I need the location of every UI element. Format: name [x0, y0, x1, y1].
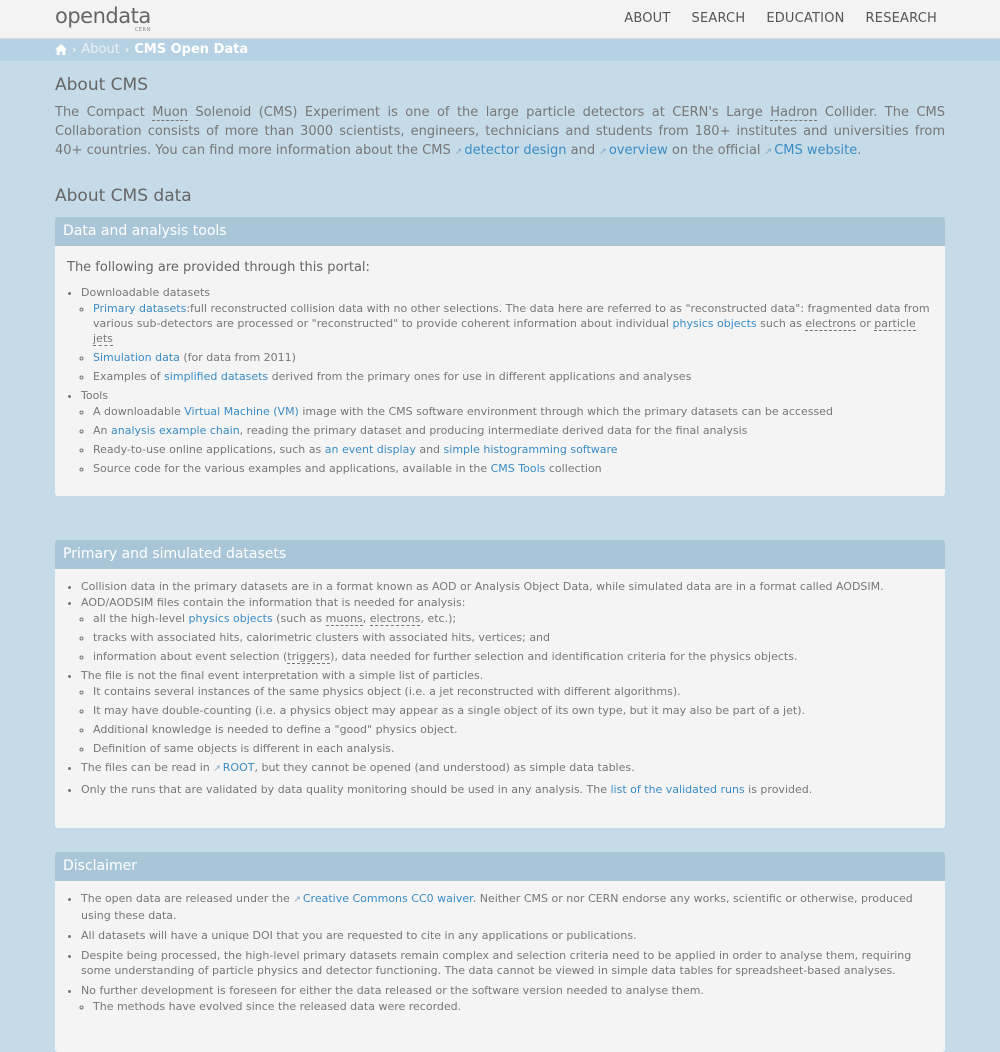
- list-item: ◦ tracks with associated hits, calorimetric clusters with associated hits, vertices; and: [93, 630, 933, 645]
- root-link[interactable]: ROOT: [222, 761, 255, 774]
- list-item: ◦ Examples of simplified datasets derived from the primary ones for use in different applications and analyses: [93, 369, 933, 384]
- external-link-icon: ↗: [764, 147, 773, 157]
- list-item: ◦ A downloadable Virtual Machine (VM) image with the CMS software environment through which the primary datasets can be accessed: [93, 404, 933, 419]
- overview-link[interactable]: overview: [608, 143, 668, 158]
- list-item: • Downloadable datasets ◦ Primary datasets:full reconstructed collision data with no other selections. The data here are referred to as "reconstructed data": fragmented data from various sub-detectors are processed or "reconstructed" to provide coherent information about individual physics objects such as electrons or particle jets ◦ Simulation data (for data from 2011) ◦ Examples of simplified datasets derived from the primary ones for use in different applications and analyses: [81, 285, 933, 384]
- list-item: • The open data are released under the ↗ Creative Commons CC0 waiver. Neither CMS or nor CERN endorse any works, scientific or otherwise, produced using these data.: [81, 891, 933, 923]
- muon-abbr[interactable]: Muon: [152, 105, 188, 120]
- list-item: ◦ An analysis example chain, reading the primary dataset and producing intermediate derived data for the final analysis: [93, 423, 933, 438]
- nav-research[interactable]: RESEARCH: [865, 11, 937, 26]
- cms-tools-link[interactable]: CMS Tools: [490, 462, 546, 475]
- nav-about[interactable]: ABOUT: [624, 11, 671, 26]
- electrons-abbr[interactable]: electrons: [369, 612, 421, 625]
- list-item: • No further development is foreseen for either the data released or the software version needed to analyse them. ◦ The methods have evolved since the released data were recorded.: [81, 983, 933, 1014]
- list-item: • Despite being processed, the high-level primary datasets remain complex and selection criteria need to be applied in order to analyse them, requiring some understanding of particle physics and detector functioning. The data cannot be viewed in simple data tables for spreadsheet-based analyses.: [81, 948, 933, 978]
- panel-lead-text: The following are provided through this portal:: [67, 260, 370, 275]
- validated-runs-link[interactable]: list of the validated runs: [610, 783, 745, 796]
- about-cms-data-heading: About CMS data: [55, 186, 192, 206]
- main-content: [55, 75, 945, 1052]
- muons-abbr[interactable]: muons: [325, 612, 363, 625]
- particle-jets-abbr[interactable]: particle jets: [93, 317, 916, 345]
- external-link-icon: ↗: [213, 764, 221, 774]
- list-item: • AOD/AODSIM files contain the information that is needed for analysis: ◦ all the high-level physics objects (such as muons, electrons, etc.); ◦ tracks with associated hits, calorimetric clusters with associated hits, vertices; and ◦ information about event selection (triggers), data needed for further selection and identification criteria for the physics objects.: [81, 595, 933, 664]
- simplified-datasets-link[interactable]: simplified datasets: [164, 370, 269, 383]
- list-item: ◦ Simulation data (for data from 2011): [93, 350, 933, 365]
- histogramming-software-link[interactable]: simple histogramming software: [443, 443, 618, 456]
- list-item: ◦ It may have double-counting (i.e. a physics object may appear as a single object of its own type, but it may also be part of a jet).: [93, 703, 933, 718]
- top-navbar: [0, 0, 1000, 39]
- list-item: • Only the runs that are validated by data quality monitoring should be used in any analysis. The list of the validated runs is provided.: [81, 782, 933, 797]
- logo-subtext: CERN: [134, 27, 151, 33]
- data-tools-panel: [55, 217, 945, 496]
- logo-text: opendata: [55, 4, 151, 28]
- primary-simulated-panel: [55, 540, 945, 828]
- analysis-example-chain-link[interactable]: analysis example chain: [111, 424, 240, 437]
- primary-datasets-link[interactable]: Primary datasets: [93, 302, 187, 315]
- list-item: • All datasets will have a unique DOI that you are requested to cite in any applications or publications.: [81, 928, 933, 943]
- cc0-waiver-link[interactable]: Creative Commons CC0 waiver: [302, 892, 473, 905]
- virtual-machine-link[interactable]: Virtual Machine (VM): [184, 405, 299, 418]
- provided-list: [67, 285, 933, 476]
- list-item: ◦ The methods have evolved since the released data were recorded.: [93, 999, 933, 1014]
- datasets-list: [67, 579, 933, 797]
- disclaimer-panel-title: Disclaimer: [55, 852, 945, 881]
- simulation-data-link[interactable]: Simulation data: [93, 351, 180, 364]
- external-link-icon: ↗: [293, 895, 301, 905]
- opendata-logo[interactable]: [55, 4, 151, 33]
- triggers-abbr[interactable]: triggers: [287, 650, 331, 663]
- chevron-right-icon: ›: [72, 43, 77, 56]
- list-item: ◦ Source code for the various examples and applications, available in the CMS Tools collection: [93, 461, 933, 476]
- about-cms-heading: About CMS: [55, 75, 148, 95]
- main-nav: [624, 11, 937, 26]
- disclaimer-list: [67, 891, 933, 1014]
- about-cms-paragraph: The Compact Muon Solenoid (CMS) Experiment is one of the large particle detectors at CERN's Large Hadron Collider. The CMS Collaboration consists of more than 3000 scientists, engineers, technicians and students from 180+ institutes and universities from 40+ countries. You can find more information about the CMS ↗ detector design and ↗ overview on the official ↗ CMS website.: [55, 105, 945, 158]
- physics-objects-link[interactable]: physics objects: [188, 612, 273, 625]
- list-item: • The files can be read in ↗ ROOT, but they cannot be opened (and understood) as simple data tables.: [81, 760, 933, 777]
- breadcrumb-current: CMS Open Data: [134, 42, 249, 57]
- list-item: ◦ Primary datasets:full reconstructed collision data with no other selections. The data here are referred to as "reconstructed data": fragmented data from various sub-detectors are processed or "reconstructed" to provide coherent information about individual physics objects such as electrons or particle jets: [93, 301, 933, 346]
- external-link-icon: ↗: [454, 147, 463, 157]
- data-tools-panel-title: Data and analysis tools: [55, 217, 945, 246]
- breadcrumb: [0, 39, 1000, 61]
- list-item: ◦ Additional knowledge is needed to define a "good" physics object.: [93, 722, 933, 737]
- list-item: • The file is not the final event interpretation with a simple list of particles. ◦ It contains several instances of the same physics object (i.e. a jet reconstructed with different algorithms). ◦ It may have double-counting (i.e. a physics object may appear as a single object of its own type, but it may also be part of a jet). ◦ Additional knowledge is needed to define a "good" physics object. ◦ Definition of same objects is different in each analysis.: [81, 668, 933, 756]
- home-icon[interactable]: [55, 44, 67, 55]
- physics-objects-link[interactable]: physics objects: [672, 317, 757, 330]
- list-item: ◦ Ready-to-use online applications, such as an event display and simple histogramming software: [93, 442, 933, 457]
- detector-design-link[interactable]: detector design: [464, 143, 567, 158]
- list-item: ◦ Definition of same objects is different in each analysis.: [93, 741, 933, 756]
- nav-search[interactable]: SEARCH: [691, 11, 746, 26]
- list-item: • Collision data in the primary datasets are in a format known as AOD or Analysis Object Data, while simulated data are in a format called AODSIM.: [81, 579, 933, 594]
- list-item: • Tools ◦ A downloadable Virtual Machine (VM) image with the CMS software environment through which the primary datasets can be accessed ◦ An analysis example chain, reading the primary dataset and producing intermediate derived data for the final analysis ◦ Ready-to-use online applications, such as an event display and simple histogramming software ◦ Source code for the various examples and applications, available in the CMS Tools collection: [81, 388, 933, 476]
- electrons-abbr[interactable]: electrons: [805, 317, 857, 330]
- list-item: ◦ all the high-level physics objects (such as muons, electrons, etc.);: [93, 611, 933, 626]
- primary-simulated-panel-title: Primary and simulated datasets: [55, 540, 945, 569]
- external-link-icon: ↗: [599, 147, 607, 157]
- chevron-right-icon: ›: [124, 43, 130, 56]
- breadcrumb-about[interactable]: About: [81, 42, 120, 57]
- list-item: ◦ It contains several instances of the same physics object (i.e. a jet reconstructed with different algorithms).: [93, 684, 933, 699]
- list-item: ◦ information about event selection (triggers), data needed for further selection and identification criteria for the physics objects.: [93, 649, 933, 664]
- event-display-link[interactable]: an event display: [324, 443, 416, 456]
- disclaimer-panel: [55, 852, 945, 1052]
- hadron-abbr[interactable]: Hadron: [770, 105, 818, 120]
- cms-website-link[interactable]: CMS website: [774, 143, 858, 158]
- nav-education[interactable]: EDUCATION: [766, 11, 845, 26]
